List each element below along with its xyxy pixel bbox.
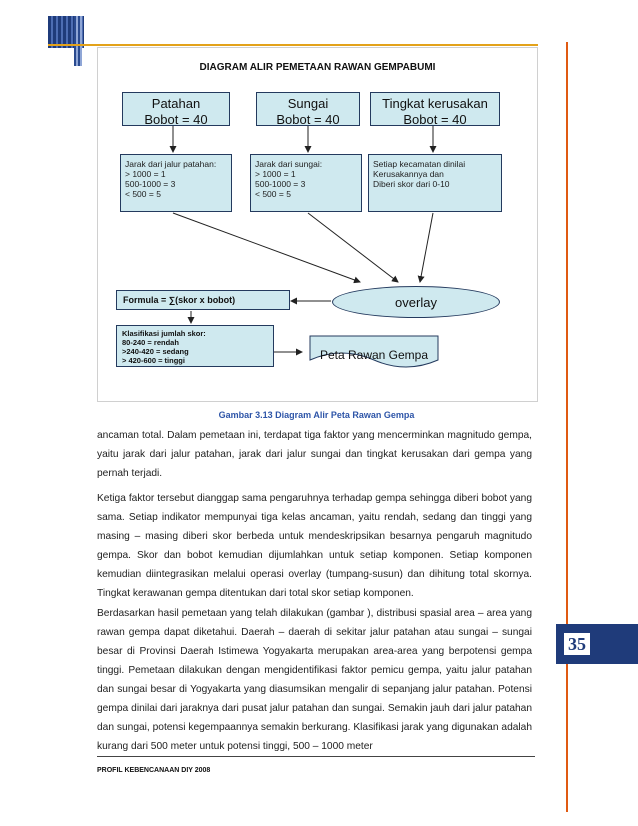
footer-text: PROFIL KEBENCANAAN DIY 2008 [97,767,211,774]
factor-name: Tingkat kerusakan [382,96,488,111]
paragraph-2: Ketiga faktor tersebut dianggap sama pengaruhnya terhadap gempa sehingga diberi bobot yang sama. Setiap indikator mempunyai tiga kelas ancaman, yaitu rendah, sedang dan tinggi yang masing – masing diberi skor berbeda untuk mendeskripsikan besarnya pengaruh magnitudo gempa. Skor dan bobot kemudian dijumlahkan untuk setiap komponen. Setiap komponen kemudian diintegrasikan melalui operasi overlay (tumpang-susun) dan dihitung total skornya. Tingkat kerawanan gempa ditentukan dari total skor setiap komponen. [97,493,532,599]
paragraph-1: ancaman total. Dalam pemetaan ini, terdapat tiga faktor yang mencerminkan magnitudo gempa, yaitu jarak dari jalur patahan, jarak dari jalur sungai dan tingkat kerusakan dari gempa yang pernah terjadi. [97,430,532,479]
arrow-sungai-overlay [308,213,398,282]
corner-decoration-stripe [74,16,82,66]
detail-box-sungai [250,154,362,212]
output-label: Peta Rawan Gempa [319,348,429,362]
factor-weight: Bobot = 40 [144,112,208,127]
detail-text: Jarak dari jalur patahan: > 1000 = 1 500-1000 = 3 < 500 = 5 [125,159,217,199]
overlay-node: overlay [332,286,500,318]
arrow-patahan-overlay [173,213,360,282]
klasifikasi-text: Klasifikasi jumlah skor: 80-240 = rendah >240-420 = sedang > 420-600 = tinggi [122,329,206,365]
factor-weight: Bobot = 40 [276,112,340,127]
margin-rule [566,42,568,812]
klasifikasi-box [116,325,274,367]
factor-box-patahan [122,92,230,126]
factor-weight: Bobot = 40 [403,112,467,127]
detail-box-kerusakan [368,154,502,212]
figure-caption: Gambar 3.13 Diagram Alir Peta Rawan Gempa [218,410,415,420]
factor-name: Sungai [287,96,329,111]
flow-diagram [97,47,538,402]
page-number: 35 [564,633,590,655]
arrow-kerusakan-overlay [420,213,433,282]
formula-text: Formula = ∑(skor x bobot) [123,295,236,305]
formula-box [116,290,290,310]
factor-box-sungai [256,92,360,126]
header-rule [48,44,538,46]
diagram-title: DIAGRAM ALIR PEMETAAN RAWAN GEMPABUMI [199,62,436,73]
detail-text: Jarak dari sungai: > 1000 = 1 500-1000 = 3 < 500 = 5 [255,159,323,199]
factor-name: Patahan [151,96,201,111]
detail-box-patahan [120,154,232,212]
footer-rule [97,756,535,757]
detail-text: Setiap kecamatan dinilai Kerusakannya dan Diberi skor dari 0-10 [373,159,466,189]
factor-box-kerusakan [370,92,500,126]
paragraph-3: Berdasarkan hasil pemetaan yang telah dilakukan (gambar ), distribusi spasial area – area yang rawan gempa dapat diketahui. Daerah – daerah di sekitar jalur patahan atau sungai – sungai besar di Provinsi Daerah Istimewa Yogyakarta merupakan area-area yang berpotensi gempa tinggi. Pemetaan dilakukan dengan mengidentifikasi faktor pemicu gempa, yaitu jalur patahan dan sungai besar di Yogyakarta yang diasumsikan mengalir di sepanjang jalur patahan. Potensi gempa dinilai dari jaraknya dari pusat jalur patahan dan sungai. Semakin jauh dari jalur patahan dan sungai, potensi kegempaannya semakin berkurang. Klasifikasi jarak yang digunakan adalah kurang dari 500 meter untuk potensi tinggi, 500 – 1000 meter [97,608,532,752]
page-number-tab [556,624,638,664]
